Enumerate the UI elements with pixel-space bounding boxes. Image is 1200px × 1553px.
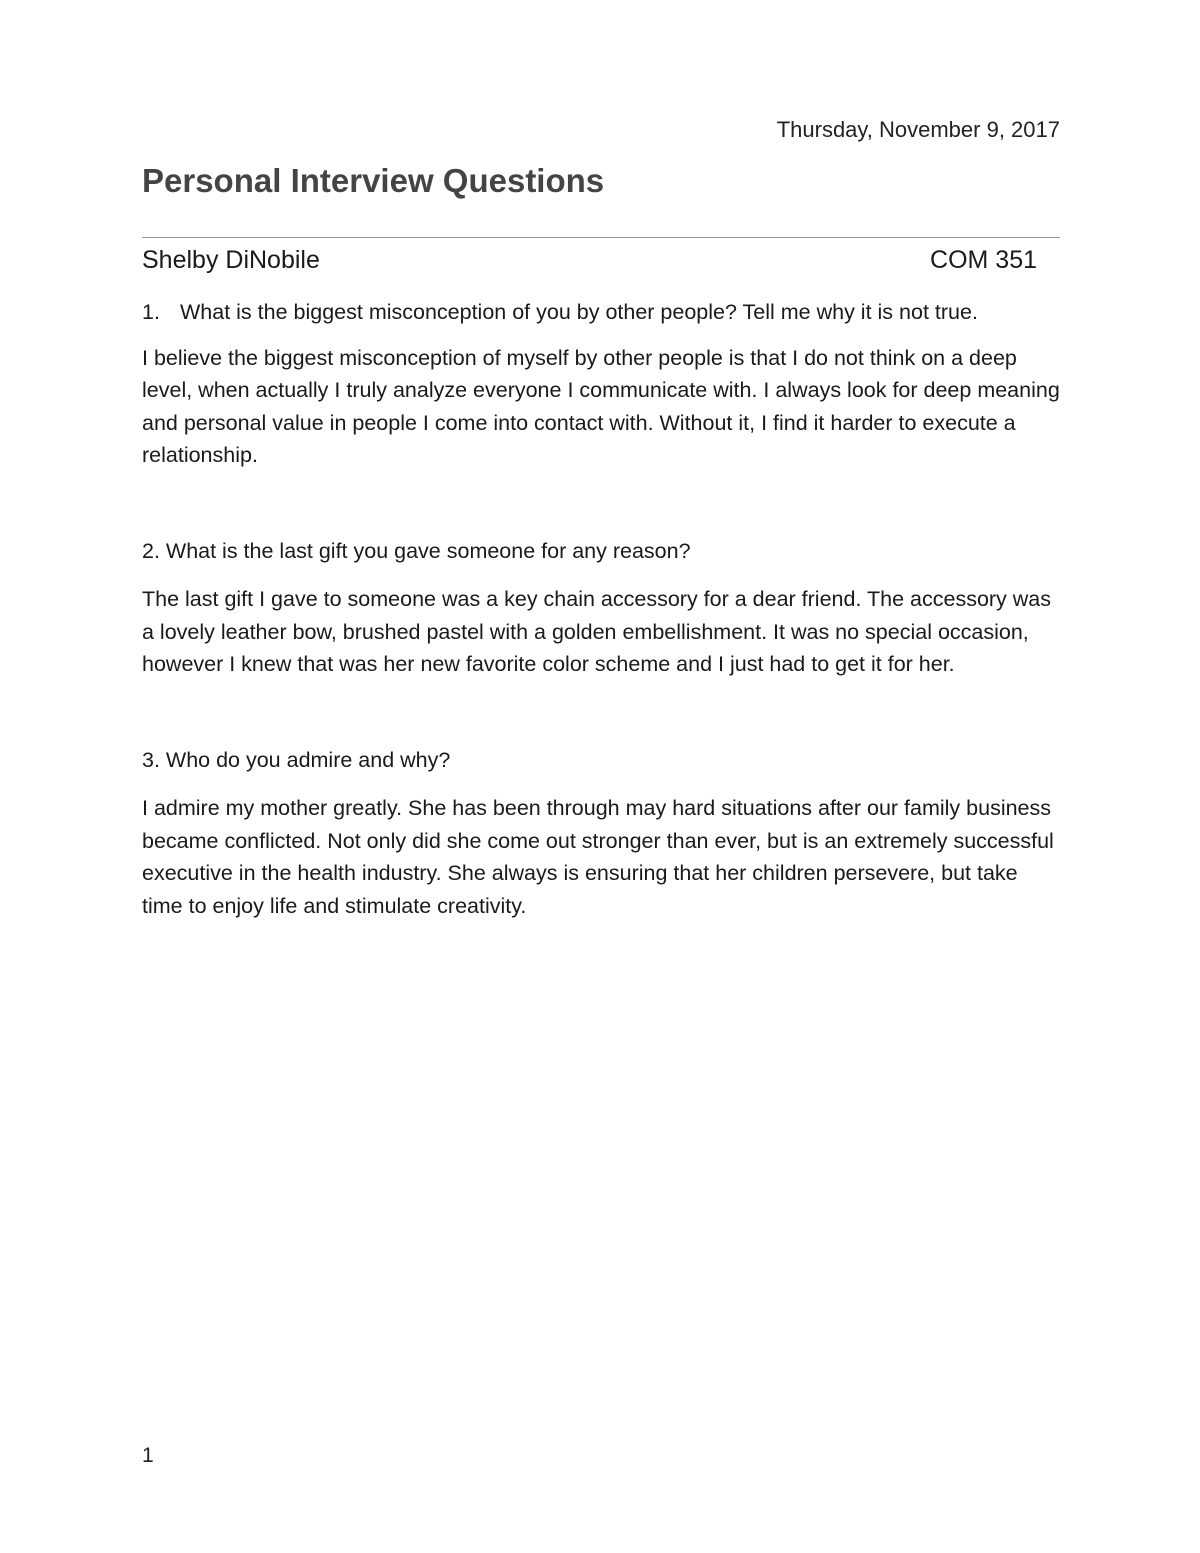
author-row — [142, 244, 1037, 276]
document-title: Personal Interview Questions — [142, 162, 605, 199]
document-date: Thursday, November 9, 2017 — [776, 117, 1060, 142]
title-divider — [142, 237, 1060, 238]
question-1-text: What is the biggest misconception of you by other people? Tell me why it is not true. — [180, 300, 978, 324]
answer-2: The last gift I gave to someone was a key chain accessory for a dear friend. The accessory was a lovely leather bow, brushed pastel with a golden embellishment. It was no special occasion, however I knew that was her new favorite color scheme and I just had to get it for her. — [142, 587, 1052, 676]
question-1 — [142, 296, 1060, 329]
answer-3: I admire my mother greatly. She has been through may hard situations after our family business became conflicted. Not only did she come out stronger than ever, but is an extremely successful executive in the health industry. She always is ensuring that her children persevere, but take time to enjoy life and stimulate creativity. — [142, 796, 1054, 918]
question-2: 2. What is the last gift you gave someone for any reason? — [142, 538, 691, 563]
author-name: Shelby DiNobile — [142, 246, 320, 274]
course-code: COM 351 — [930, 246, 1037, 274]
question-3: 3. Who do you admire and why? — [142, 747, 451, 772]
interview-content — [142, 296, 1060, 922]
question-1-number: 1. — [142, 300, 160, 324]
answer-1: I believe the biggest misconception of myself by other people is that I do not think on a deep level, when actually I truly analyze everyone I communicate with. I always look for deep meaning and personal value in people I come into contact with. Without it, I find it harder to execute a relationship. — [142, 345, 1060, 467]
page-number: 1 — [142, 1444, 154, 1467]
document-page — [142, 0, 1060, 1553]
